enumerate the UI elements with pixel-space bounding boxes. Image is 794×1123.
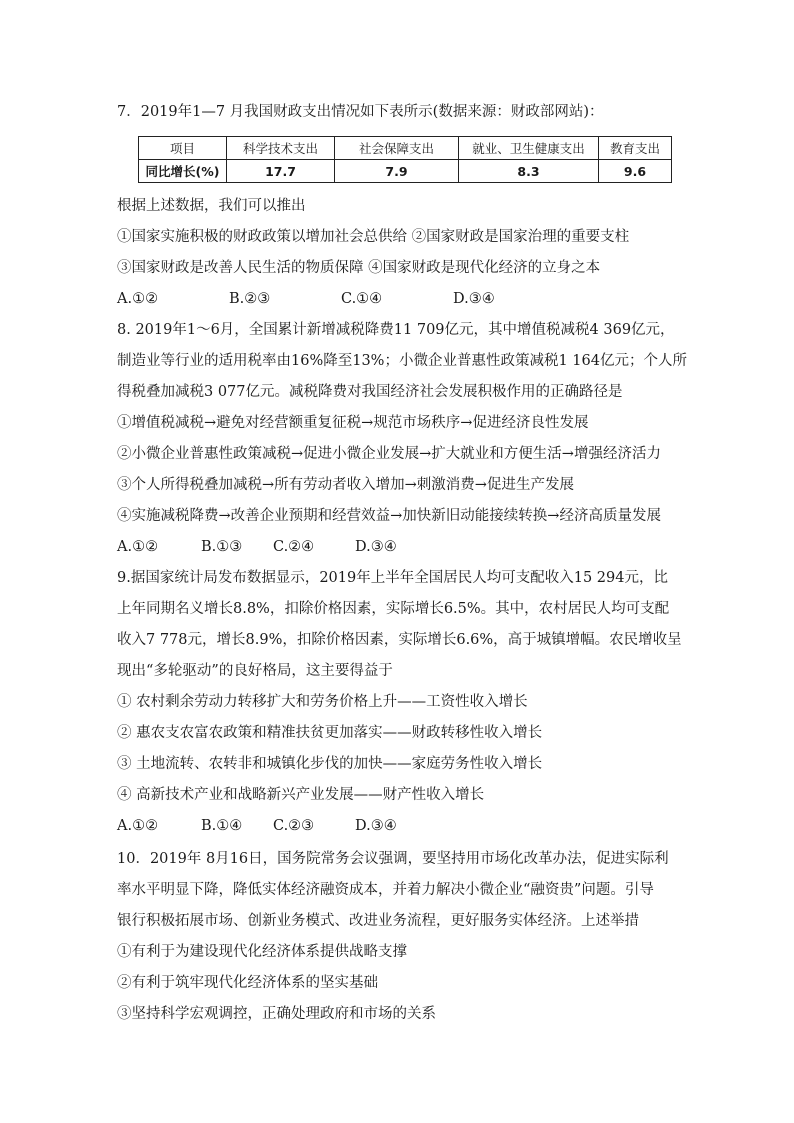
q10-statement: ③坚持科学宏观调控，正确处理政府和市场的关系 [117,1006,436,1022]
q10-line: 率水平明显下降，降低实体经济融资成本，并着力解决小微企业“融资贵”问题。引导 [117,882,654,898]
option-c: C.②③ [273,818,315,834]
table-cell: 7.9 [335,160,459,183]
q9-statement: ③ 土地流转、农转非和城镇化步伐的加快——家庭劳务性收入增长 [117,756,543,772]
q10-line: 10．2019年 8月16日，国务院常务会议强调，要坚持用市场化改革办法，促进实际利 [117,851,669,867]
q9-line: 9.据国家统计局发布数据显示，2019年上半年全国居民人均可支配收入15 294元，比 [117,570,668,586]
q9-statement: ① 农村剩余劳动力转移扩大和劳务价格上升——工资性收入增长 [117,694,528,710]
table-header-cell: 社会保障支出 [335,137,459,160]
q8-line: 得税叠加减税3 077亿元。减税降费对我国经济社会发展积极作用的正确路径是 [117,384,623,400]
option-c: C.①④ [341,291,383,307]
table-header-cell: 就业、卫生健康支出 [459,137,599,160]
q8-statement: ②小微企业普惠性政策减税→促进小微企业发展→扩大就业和方便生活→增强经济活力 [117,446,661,462]
q7-statement-1-2: ①国家实施积极的财政政策以增加社会总供给 ②国家财政是国家治理的重要支柱 [117,229,630,245]
q9-line: 上年同期名义增长8.8%，扣除价格因素，实际增长6.5%。其中，农村居民人均可支配 [117,601,670,617]
table-header-cell: 项目 [139,137,227,160]
table-header-cell: 教育支出 [599,137,672,160]
option-d: D.③④ [355,818,397,834]
q10-line: 银行积极拓展市场、创新业务模式、改进业务流程，更好服务实体经济。上述举措 [117,913,639,929]
q10-statement: ②有利于筑牢现代化经济体系的坚实基础 [117,975,378,991]
q7-statement-3-4: ③国家财政是改善人民生活的物质保障 ④国家财政是现代化经济的立身之本 [117,260,601,276]
option-d: D.③④ [453,291,495,307]
q8-statement: ①增值税减税→避免对经营额重复征税→规范市场秩序→促进经济良性发展 [117,415,589,431]
q9-line: 现出“多轮驱动”的良好格局，这主要得益于 [117,663,393,679]
option-c: C.②④ [273,539,315,555]
table-header-row [139,137,672,160]
q8-options [117,537,397,557]
table-cell: 9.6 [599,160,672,183]
option-d: D.③④ [355,539,397,555]
table-row [139,160,672,183]
table-row-label: 同比增长(%) [139,160,227,183]
q7-options [117,289,495,309]
q9-statement: ② 惠农支农富农政策和精准扶贫更加落实——财政转移性收入增长 [117,725,543,741]
q7-stem: 7．2019年1—7 月我国财政支出情况如下表所示(数据来源：财政部网站)： [117,104,604,120]
q9-statement: ④ 高新技术产业和战略新兴产业发展——财产性收入增长 [117,787,485,803]
option-a: A.①② [117,539,159,555]
q9-line: 收入7 778元，增长8.9%，扣除价格因素，实际增长6.6%，高于城镇增幅。农民增收呈 [117,632,682,648]
table-header-cell: 科学技术支出 [227,137,335,160]
q10-statement: ①有利于为建设现代化经济体系提供战略支撑 [117,944,407,960]
option-a: A.①② [117,291,159,307]
q7-table [138,136,672,183]
table-cell: 17.7 [227,160,335,183]
q8-statement: ③个人所得税叠加减税→所有劳动者收入增加→刺激消费→促进生产发展 [117,477,574,493]
q9-options [117,816,397,836]
option-b: B.①③ [201,539,243,555]
q7-lead: 根据上述数据，我们可以推出 [117,198,306,214]
q8-line: 8. 2019年1～6月，全国累计新增减税降费11 709亿元，其中增值税减税4 369亿元， [117,322,675,338]
option-b: B.①④ [201,818,243,834]
table-cell: 8.3 [459,160,599,183]
option-b: B.②③ [229,291,271,307]
option-a: A.①② [117,818,159,834]
q8-line: 制造业等行业的适用税率由16%降至13%；小微企业普惠性政策减税1 164亿元；个人所 [117,353,687,369]
q8-statement: ④实施减税降费→改善企业预期和经营效益→加快新旧动能接续转换→经济高质量发展 [117,508,661,524]
